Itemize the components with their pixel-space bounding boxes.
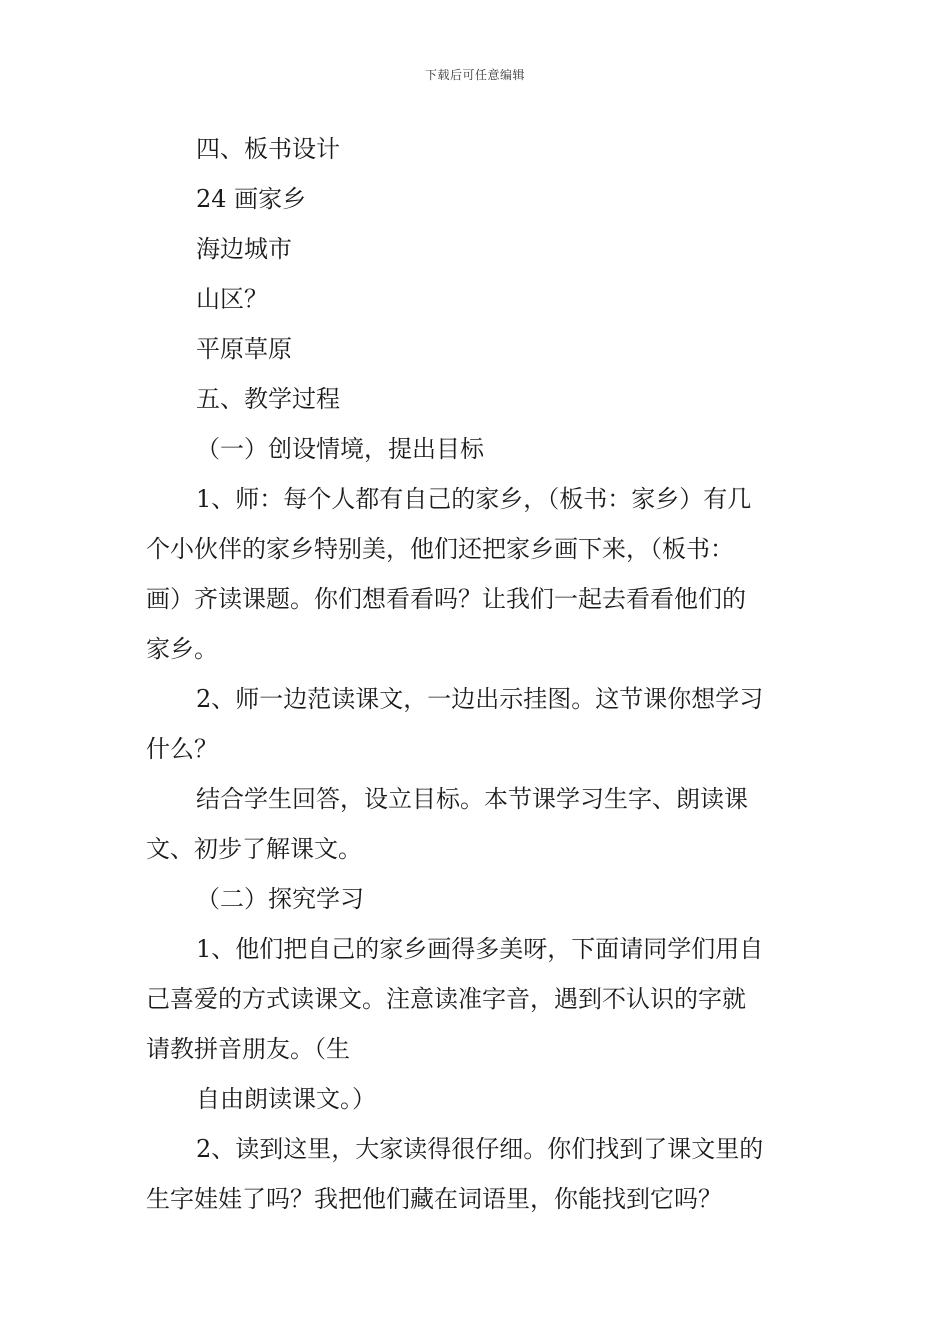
- section-heading-board-design: 四、板书设计: [196, 135, 340, 163]
- document-body: [146, 124, 810, 1224]
- paragraph-line: 结合学生回答，设立目标。本节课学习生字、朗读课: [196, 785, 748, 813]
- paragraph-line: 画）齐读课题。你们想看看吗？让我们一起去看看他们的: [146, 585, 746, 613]
- paragraph-line: 个小伙伴的家乡特别美，他们还把家乡画下来，（板书：: [146, 535, 734, 563]
- paragraph-line: 1、师：每个人都有自己的家乡，（板书：家乡）有几: [196, 485, 752, 513]
- board-line-mountain: 山区？: [196, 285, 268, 313]
- page-header: 下载后可任意编辑: [424, 68, 525, 82]
- paragraph-line: 请教拼音朋友。（生: [146, 1035, 350, 1063]
- paragraph-line: 什么？: [146, 735, 218, 763]
- paragraph-line: 2、读到这里，大家读得很仔细。你们找到了课文里的: [196, 1135, 764, 1163]
- section-heading-teaching-process: 五、教学过程: [196, 385, 340, 413]
- board-line-plain: 平原草原: [196, 335, 292, 363]
- paragraph-line: 己喜爱的方式读课文。注意读准字音，遇到不认识的字就: [146, 985, 746, 1013]
- paragraph-line: 生字娃娃了吗？我把他们藏在词语里，你能找到它吗？: [146, 1185, 722, 1213]
- paragraph-line: 家乡。: [146, 635, 218, 663]
- paragraph-line: 1、他们把自己的家乡画得多美呀，下面请同学们用自: [196, 935, 764, 963]
- board-line-seaside: 海边城市: [196, 235, 292, 263]
- subsection-heading-2: （二）探究学习: [196, 885, 364, 913]
- board-line-title: 24 画家乡: [196, 185, 307, 213]
- paragraph-line: 文、初步了解课文。: [146, 835, 362, 863]
- paragraph-line: 自由朗读课文。）: [196, 1085, 376, 1113]
- subsection-heading-1: （一）创设情境，提出目标: [196, 435, 484, 463]
- paragraph-line: 2、师一边范读课文，一边出示挂图。这节课你想学习: [196, 685, 764, 713]
